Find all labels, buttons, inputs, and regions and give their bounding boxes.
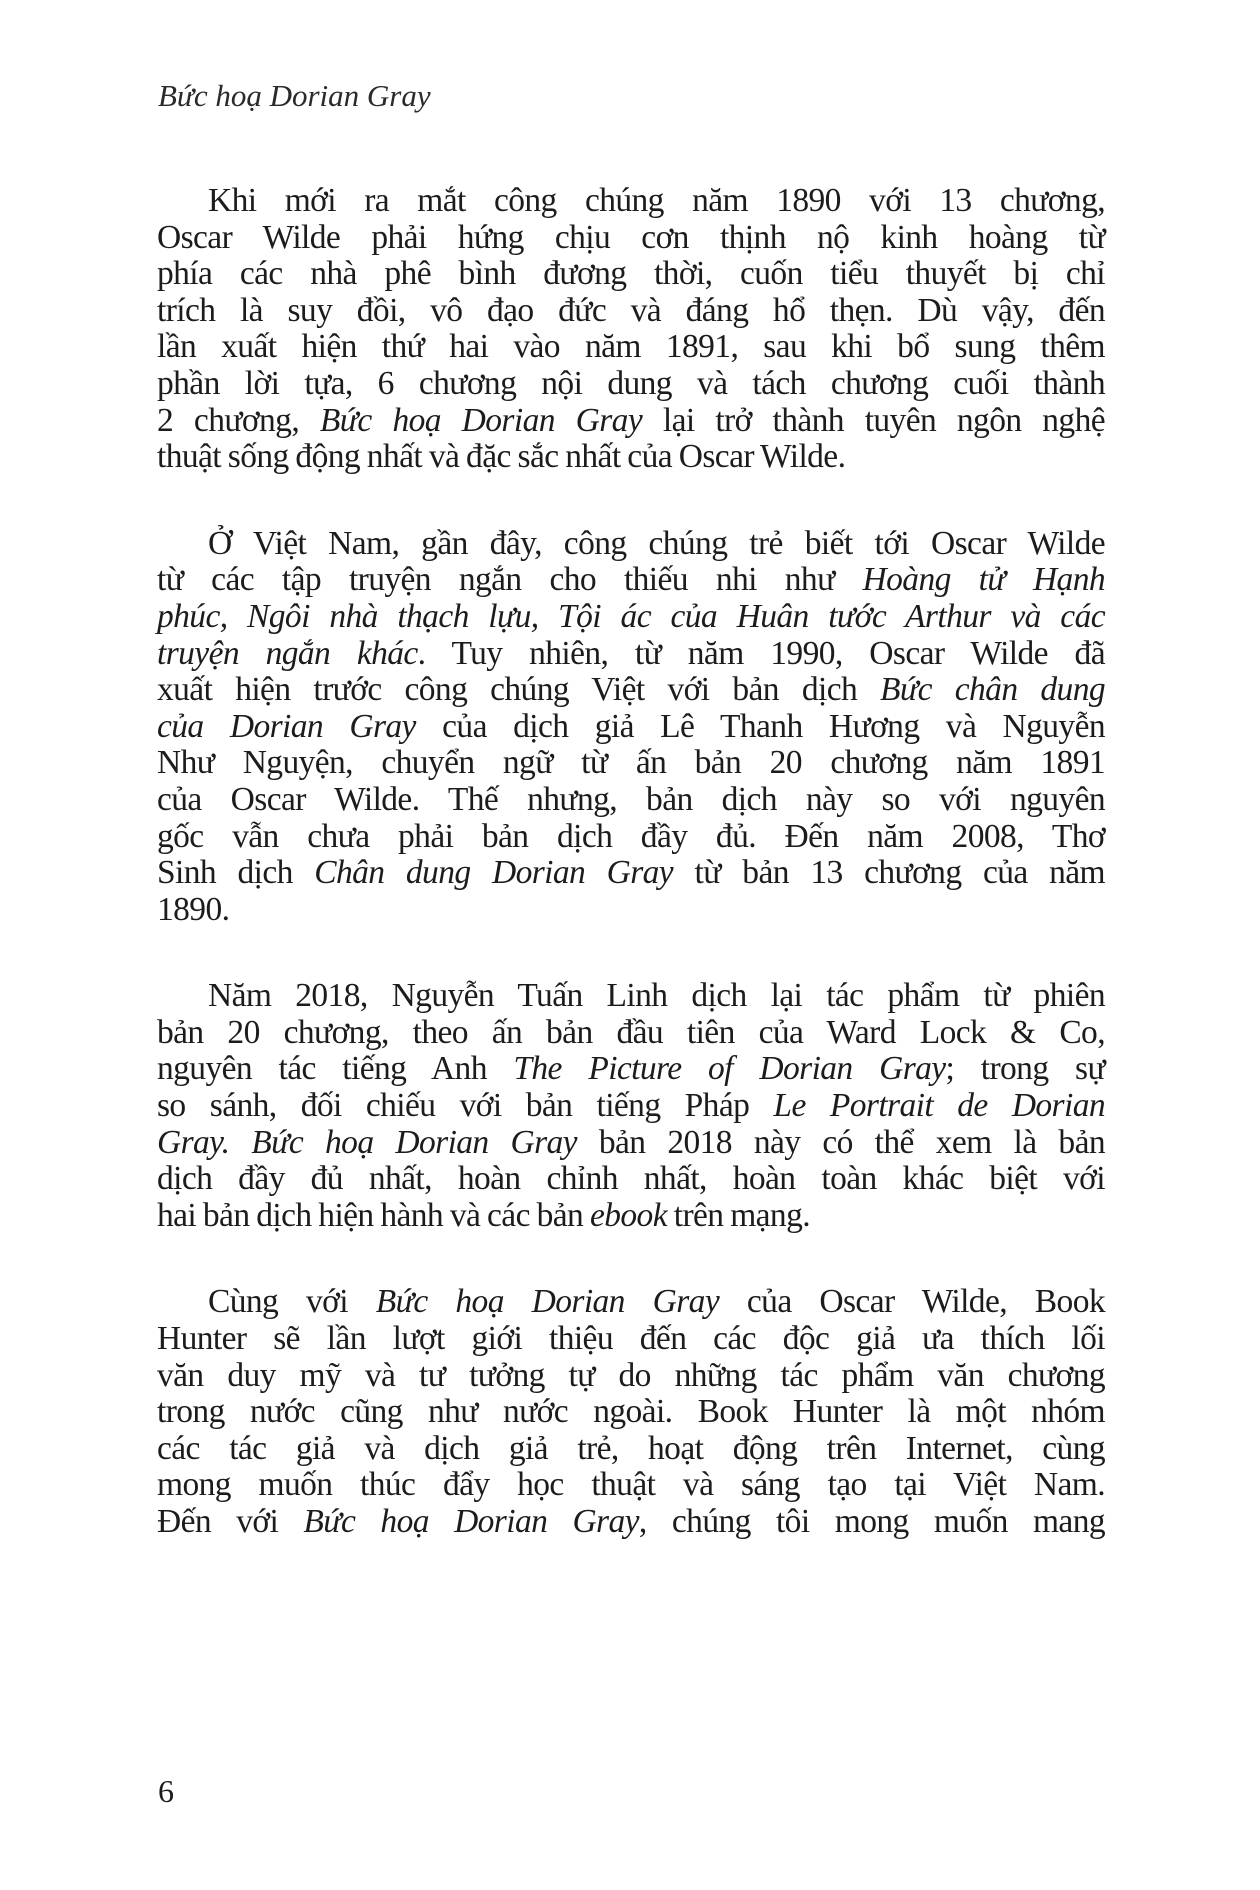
italic-title: Gray. Bức hoạ Dorian Gray — [157, 1123, 577, 1161]
text-line — [157, 1284, 1105, 1321]
text-line — [157, 1015, 1105, 1052]
text-line — [157, 1358, 1105, 1395]
text-run: 2 chương, — [157, 401, 320, 439]
text-run: của Oscar Wilde. Thế nhưng, bản dịch này so với nguyên — [157, 780, 1105, 818]
text-run: Năm 2018, Nguyễn Tuấn Linh dịch lại tác phẩm từ phiên — [208, 977, 1105, 1015]
text-run: so sánh, đối chiếu với bản tiếng Pháp — [157, 1087, 774, 1125]
text-run: của dịch giả Lê Thanh Hương và Nguyễn — [415, 707, 1105, 745]
text-run: thuật sống động nhất và đặc sắc nhất của Oscar Wilde. — [157, 438, 846, 476]
text-run: Oscar Wilde phải hứng chịu cơn thịnh nộ kinh hoàng từ — [157, 218, 1105, 256]
text-line — [157, 745, 1105, 782]
text-line — [157, 183, 1105, 220]
text-line — [157, 672, 1105, 709]
text-run: 1890. — [157, 890, 230, 928]
text-line — [157, 599, 1105, 636]
text-line — [157, 1467, 1105, 1504]
text-run: trích là suy đồi, vô đạo đức và đáng hổ thẹn. Dù vậy, đến — [157, 291, 1105, 329]
text-run: lại trở thành tuyên ngôn nghệ — [642, 401, 1105, 439]
italic-title: Bức hoạ Dorian Gray — [303, 1503, 639, 1540]
page-number: 6 — [158, 1773, 174, 1809]
italic-title: ebook — [589, 1196, 667, 1234]
italic-title: Chân dung Dorian Gray — [314, 854, 674, 892]
text-run: lần xuất hiện thứ hai vào năm 1891, sau khi bổ sung thêm — [157, 328, 1105, 366]
paragraph — [157, 1284, 1105, 1540]
italic-title: Bức hoạ Dorian Gray — [375, 1283, 720, 1321]
italic-title: phúc, Ngôi nhà thạch lựu, Tội ác của Huân tước Arthur và các — [157, 597, 1105, 635]
paragraph — [157, 526, 1105, 929]
text-run: , chúng tôi mong muốn mang — [638, 1503, 1105, 1540]
text-line — [157, 366, 1105, 403]
text-line — [157, 892, 1105, 929]
text-line — [157, 1088, 1105, 1125]
text-line — [157, 403, 1105, 440]
body-text — [157, 183, 1105, 1591]
text-line — [157, 439, 1105, 476]
text-run: gốc vẫn chưa phải bản dịch đầy đủ. Đến năm 2008, Thơ — [157, 817, 1105, 855]
text-run: Khi mới ra mắt công chúng năm 1890 với 13 chương, — [208, 182, 1105, 219]
text-line — [157, 1161, 1105, 1198]
text-line — [157, 1431, 1105, 1468]
text-line — [157, 1394, 1105, 1431]
text-run: các tác giả và dịch giả trẻ, hoạt động trên Internet, cùng — [157, 1429, 1105, 1467]
text-run: trong nước cũng như nước ngoài. Book Hunter là một nhóm — [157, 1393, 1105, 1431]
text-line — [157, 709, 1105, 746]
text-run: xuất hiện trước công chúng Việt với bản dịch — [157, 671, 881, 709]
italic-title: Bức hoạ Dorian Gray — [319, 401, 643, 439]
text-line — [157, 526, 1105, 563]
text-run: Sinh dịch — [157, 854, 315, 892]
text-run: từ các tập truyện ngắn cho thiếu nhi như — [157, 561, 863, 599]
italic-title: The Picture of Dorian Gray — [513, 1050, 946, 1088]
text-line — [157, 293, 1105, 330]
text-line — [157, 1125, 1105, 1162]
paragraph — [157, 183, 1105, 476]
text-run: bản 20 chương, theo ấn bản đầu tiên của Ward Lock & Co, — [157, 1013, 1105, 1051]
text-line — [157, 220, 1105, 257]
italic-title: Bức chân dung — [880, 671, 1105, 709]
text-run: hai bản dịch hiện hành và các bản — [157, 1196, 590, 1234]
text-line — [157, 1198, 1105, 1235]
text-line — [157, 1504, 1105, 1541]
text-run: mong muốn thúc đẩy học thuật và sáng tạo tại Việt Nam. — [157, 1466, 1105, 1504]
text-run: phần lời tựa, 6 chương nội dung và tách chương cuối thành — [157, 364, 1105, 402]
text-run: nguyên tác tiếng Anh — [157, 1050, 514, 1088]
text-line — [157, 562, 1105, 599]
text-run: ; trong sự — [945, 1050, 1105, 1088]
text-line — [157, 329, 1105, 366]
text-line — [157, 782, 1105, 819]
text-line — [157, 978, 1105, 1015]
text-run: Như Nguyện, chuyển ngữ từ ấn bản 20 chương năm 1891 — [157, 744, 1105, 782]
text-run: Cùng với — [208, 1283, 376, 1321]
italic-title: truyện ngắn khác — [157, 634, 418, 672]
text-run: trên mạng. — [666, 1196, 811, 1234]
text-run: bản 2018 này có thể xem là bản — [576, 1123, 1105, 1161]
text-run: dịch đầy đủ nhất, hoàn chỉnh nhất, hoàn toàn khác biệt với — [157, 1160, 1105, 1198]
text-run: . Tuy nhiên, từ năm 1990, Oscar Wilde đã — [417, 634, 1105, 672]
running-head: Bức hoạ Dorian Gray — [158, 78, 431, 113]
italic-title: của Dorian Gray — [157, 707, 416, 745]
text-run: phía các nhà phê bình đương thời, cuốn tiểu thuyết bị chỉ — [157, 255, 1105, 293]
text-line — [157, 1321, 1105, 1358]
text-run: Đến với — [157, 1503, 304, 1540]
text-line — [157, 819, 1105, 856]
text-run: Ở Việt Nam, gần đây, công chúng trẻ biết tới Oscar Wilde — [208, 524, 1105, 562]
text-run: văn duy mỹ và tư tưởng tự do những tác phẩm văn chương — [157, 1356, 1105, 1394]
text-line — [157, 855, 1105, 892]
text-run: Hunter sẽ lần lượt giới thiệu đến các độc giả ưa thích lối — [157, 1320, 1105, 1358]
text-run: của Oscar Wilde, Book — [719, 1283, 1105, 1321]
text-line — [157, 1051, 1105, 1088]
italic-title: Hoàng tử Hạnh — [862, 561, 1105, 599]
paragraph — [157, 978, 1105, 1234]
text-line — [157, 636, 1105, 673]
text-run: từ bản 13 chương của năm — [673, 854, 1105, 892]
text-line — [157, 256, 1105, 293]
italic-title: Le Portrait de Dorian — [773, 1087, 1106, 1125]
